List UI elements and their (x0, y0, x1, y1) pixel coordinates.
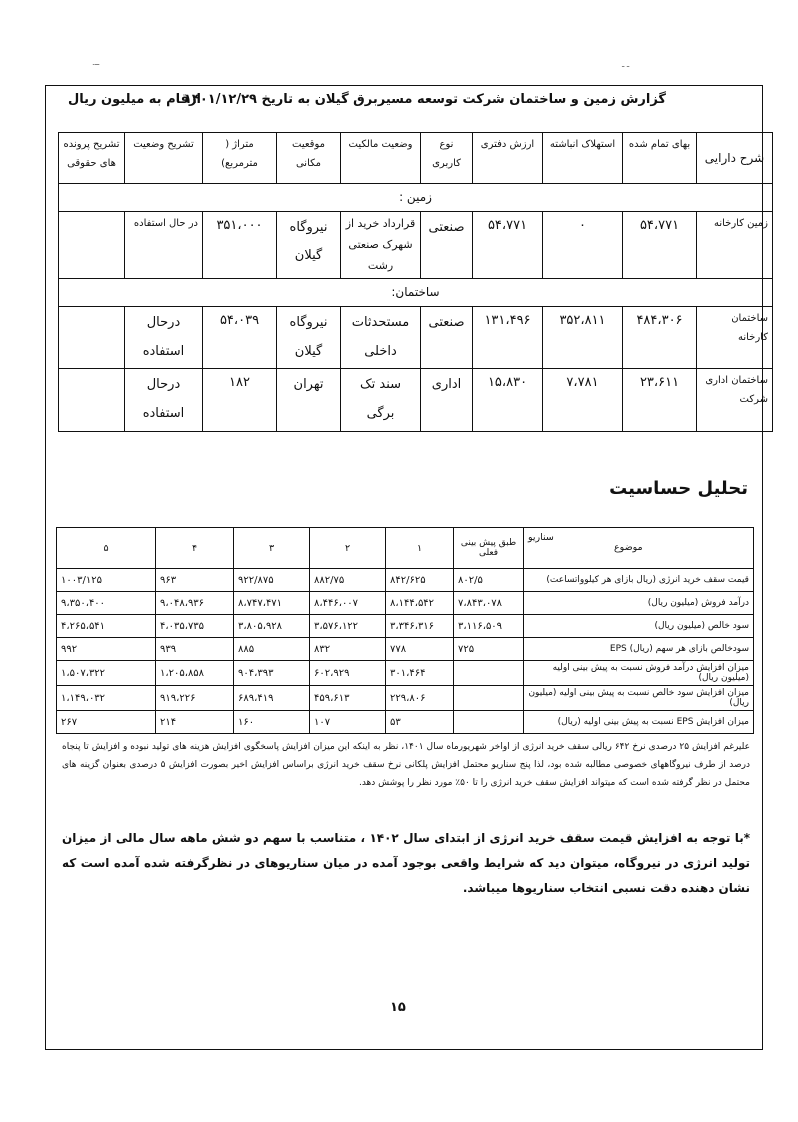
row-label: قیمت سقف خرید انرژی (ریال بازای هر کیلوواتساعت) (524, 569, 754, 592)
asset-col-header: استهلاک انباشته (543, 133, 623, 184)
table-cell: صنعتی (421, 211, 473, 279)
asset-col-header: بهای تمام شده (623, 133, 697, 184)
scenario-5-header: ۵ (57, 528, 156, 569)
row-label: میزان افزایش EPS نسبت به پیش بینی اولیه (ریال) (524, 711, 754, 734)
scenario-value: ۹،۰۴۸،۹۳۶ (156, 592, 234, 615)
row-label: سود خالص (میلیون ریال) (524, 615, 754, 638)
scenario-value: ۸۳۲ (310, 638, 386, 661)
table-row (59, 307, 773, 369)
table-cell (59, 307, 125, 369)
scenario-header: سناریو (528, 532, 554, 543)
base-value (454, 711, 524, 734)
table-cell: زمین کارخانه (697, 211, 773, 279)
row-label: سودخالص بازای هر سهم (ریال) EPS (524, 638, 754, 661)
conclusion-note: *با توجه به افزایش قیمت سقف خرید انرژی از ابتدای سال ۱۴۰۲ ، متناسب با سهم دو شش ماهه سال مالی از میزان تولید انرژی در نیروگاه، میتوان دید که شرایط واقعی بوجود آمده در میان سناریوهای در نظرگرفته شده آمده است که نشان دهنده دقت نسبی انتخاب سناریوها میباشد. (62, 831, 750, 896)
table-cell: نیروگاه گیلان (277, 211, 341, 279)
table-cell: نیروگاه گیلان (277, 307, 341, 369)
subject-header: موضوع (614, 542, 643, 553)
table-cell: ۴۸۴،۳۰۶ (623, 307, 697, 369)
base-value: ۸۰۲/۵ (454, 569, 524, 592)
scenario-value: ۳،۵۷۶،۱۲۲ (310, 615, 386, 638)
asset-col-header: تشریح وضعیت (125, 133, 203, 184)
row-label: درآمد فروش (میلیون ریال) (524, 592, 754, 615)
scenario-value: ۹۶۳ (156, 569, 234, 592)
scenario-value: ۵۳ (386, 711, 454, 734)
table-cell (59, 369, 125, 431)
asset-table (58, 132, 773, 432)
scenario-value: ۸،۱۴۴،۵۴۲ (386, 592, 454, 615)
scenario-value: ۹۳۹ (156, 638, 234, 661)
table-cell: ساختمان کارخانه (697, 307, 773, 369)
sensitivity-row (57, 569, 754, 592)
assumption-note: علیرغم افزایش ۲۵ درصدی نرخ ۶۴۲ ریالی سقف خرید انرژی از اواخر شهریورماه سال ۱۴۰۱، نظر به اینکه این میزان افزایش پاسخگوی افزایش هزینه های تولید نبوده و افزایش تا پنجاه درصد از طرف نیروگاههای خصوصی مطالبه شده بود، لذا پنج سناریو محتمل افزایش پلکانی نرخ سقف خرید انرژی براساس افزایش اخیر بصورت افزایش ۵ درصدی بعنوان گزینه های محتمل در نظر گرفته شده است که میتواند افزایش سقف خرید انرژی را تا ۵۰٪ مورد نظر را پوشش دهد. (62, 742, 751, 788)
table-cell: قرارداد خرید از شهرک صنعتی رشت (341, 211, 421, 279)
scenario-4-header: ۴ (156, 528, 234, 569)
scenario-value: ۱۶۰ (234, 711, 310, 734)
base-value: ۳،۱۱۶،۵۰۹ (454, 615, 524, 638)
table-cell: ۱۳۱،۴۹۶ (473, 307, 543, 369)
scenario-value: ۳۰۱،۴۶۴ (386, 661, 454, 686)
scenario-value: ۲۱۴ (156, 711, 234, 734)
table-cell: مستحدثات داخلی (341, 307, 421, 369)
table-cell: ساختمان اداری شرکت (697, 369, 773, 431)
table-cell: ۷،۷۸۱ (543, 369, 623, 431)
base-value: ۷،۸۴۳،۰۷۸ (454, 592, 524, 615)
page-number: ۱۵ (390, 1000, 406, 1015)
scenario-value: ۹۱۹،۲۲۶ (156, 686, 234, 711)
asset-col-header: ارزش دفتری (473, 133, 543, 184)
table-cell: ۱۵،۸۳۰ (473, 369, 543, 431)
land-section-label: زمین : (59, 184, 773, 212)
unit-label: ارقام به میلیون ریال (68, 92, 201, 107)
base-value (454, 661, 524, 686)
scenario-value: ۶۰۲،۹۲۹ (310, 661, 386, 686)
building-section-label: ساختمان: (59, 279, 773, 307)
base-value: ۷۲۵ (454, 638, 524, 661)
asset-col-header: موقعیت مکانی (277, 133, 341, 184)
scenario-value: ۱،۲۰۵،۸۵۸ (156, 661, 234, 686)
scenario-3-header: ۳ (234, 528, 310, 569)
scenario-value: ۸،۴۴۶،۰۰۷ (310, 592, 386, 615)
table-cell: سند تک برگی (341, 369, 421, 431)
scenario-1-header: ۱ (386, 528, 454, 569)
scenario-value: ۹۲۲/۸۷۵ (234, 569, 310, 592)
subject-scenario-cell (524, 528, 754, 569)
scenario-value: ۴،۰۳۵،۷۳۵ (156, 615, 234, 638)
sensitivity-header-row (57, 528, 754, 569)
scenario-2-header: ۲ (310, 528, 386, 569)
table-cell: ۳۵۱،۰۰۰ (203, 211, 277, 279)
page-frame (45, 85, 768, 1050)
sensitivity-table (56, 527, 754, 734)
asset-col-header: شرح دارایی (697, 133, 773, 184)
table-cell: ۵۴،۷۷۱ (623, 211, 697, 279)
scenario-value: ۴،۲۶۵،۵۴۱ (57, 615, 156, 638)
scenario-value: ۱،۵۰۷،۳۲۲ (57, 661, 156, 686)
scenario-value: ۸۸۵ (234, 638, 310, 661)
scenario-value: ۸۸۲/۷۵ (310, 569, 386, 592)
sensitivity-row (57, 686, 754, 711)
scenario-value: ۹۰۴،۳۹۳ (234, 661, 310, 686)
report-title: گزارش زمین و ساختمان شرکت توسعه مسیربرق گیلان به تاریخ ۱۴۰۱/۱۲/۲۹ (183, 92, 666, 107)
scenario-value: ۸،۷۴۷،۴۷۱ (234, 592, 310, 615)
table-cell: ۱۸۲ (203, 369, 277, 431)
asset-col-header: تشریح پرونده های حقوقی (59, 133, 125, 184)
scenario-value: ۹،۳۵۰،۴۰۰ (57, 592, 156, 615)
building-section-row (59, 279, 773, 307)
sensitivity-title: تحلیل حساسیت (609, 478, 748, 499)
scenario-value: ۳،۸۰۵،۹۲۸ (234, 615, 310, 638)
report-header (46, 86, 762, 114)
table-cell: در حال استفاده (125, 211, 203, 279)
table-cell: درحال استفاده (125, 307, 203, 369)
table-cell: ۲۳،۶۱۱ (623, 369, 697, 431)
table-cell (59, 211, 125, 279)
sensitivity-row (57, 615, 754, 638)
scenario-value: ۹۹۲ (57, 638, 156, 661)
table-cell: تهران (277, 369, 341, 431)
land-section-row (59, 184, 773, 212)
scenario-value: ۲۲۹،۸۰۶ (386, 686, 454, 711)
asset-col-header: متراژ ( مترمربع) (203, 133, 277, 184)
scenario-value: ۷۷۸ (386, 638, 454, 661)
sensitivity-row (57, 711, 754, 734)
scenario-value: ۱۰۷ (310, 711, 386, 734)
scenario-value: ۱،۱۴۹،۰۳۲ (57, 686, 156, 711)
asset-col-header: نوع کاربری (421, 133, 473, 184)
base-value (454, 686, 524, 711)
sensitivity-row (57, 661, 754, 686)
table-cell: ۵۴،۰۳۹ (203, 307, 277, 369)
asset-col-header: وضعیت مالکیت (341, 133, 421, 184)
table-cell: ۰ (543, 211, 623, 279)
scenario-value: ۶۸۹،۴۱۹ (234, 686, 310, 711)
table-row (59, 211, 773, 279)
scenario-value: ۳،۳۴۶،۳۱۶ (386, 615, 454, 638)
row-label: میزان افزایش درآمد فروش نسبت به پیش بینی اولیه (میلیون ریال) (524, 661, 754, 686)
table-row (59, 369, 773, 431)
row-label: میزان افزایش سود خالص نسبت به پیش بینی اولیه (میلیون ریال) (524, 686, 754, 711)
table-cell: ۳۵۲،۸۱۱ (543, 307, 623, 369)
scenario-value: ۱۰۰۳/۱۲۵ (57, 569, 156, 592)
sensitivity-row (57, 592, 754, 615)
table-cell: صنعتی (421, 307, 473, 369)
scenario-value: ۲۶۷ (57, 711, 156, 734)
sensitivity-row (57, 638, 754, 661)
table-cell: درحال استفاده (125, 369, 203, 431)
scenario-value: ۴۵۹،۶۱۳ (310, 686, 386, 711)
table-cell: اداری (421, 369, 473, 431)
asset-header-row (59, 133, 773, 184)
base-forecast-header: طبق پیش بینی فعلی (454, 528, 524, 569)
scenario-value: ۸۴۲/۶۲۵ (386, 569, 454, 592)
table-cell: ۵۴،۷۷۱ (473, 211, 543, 279)
